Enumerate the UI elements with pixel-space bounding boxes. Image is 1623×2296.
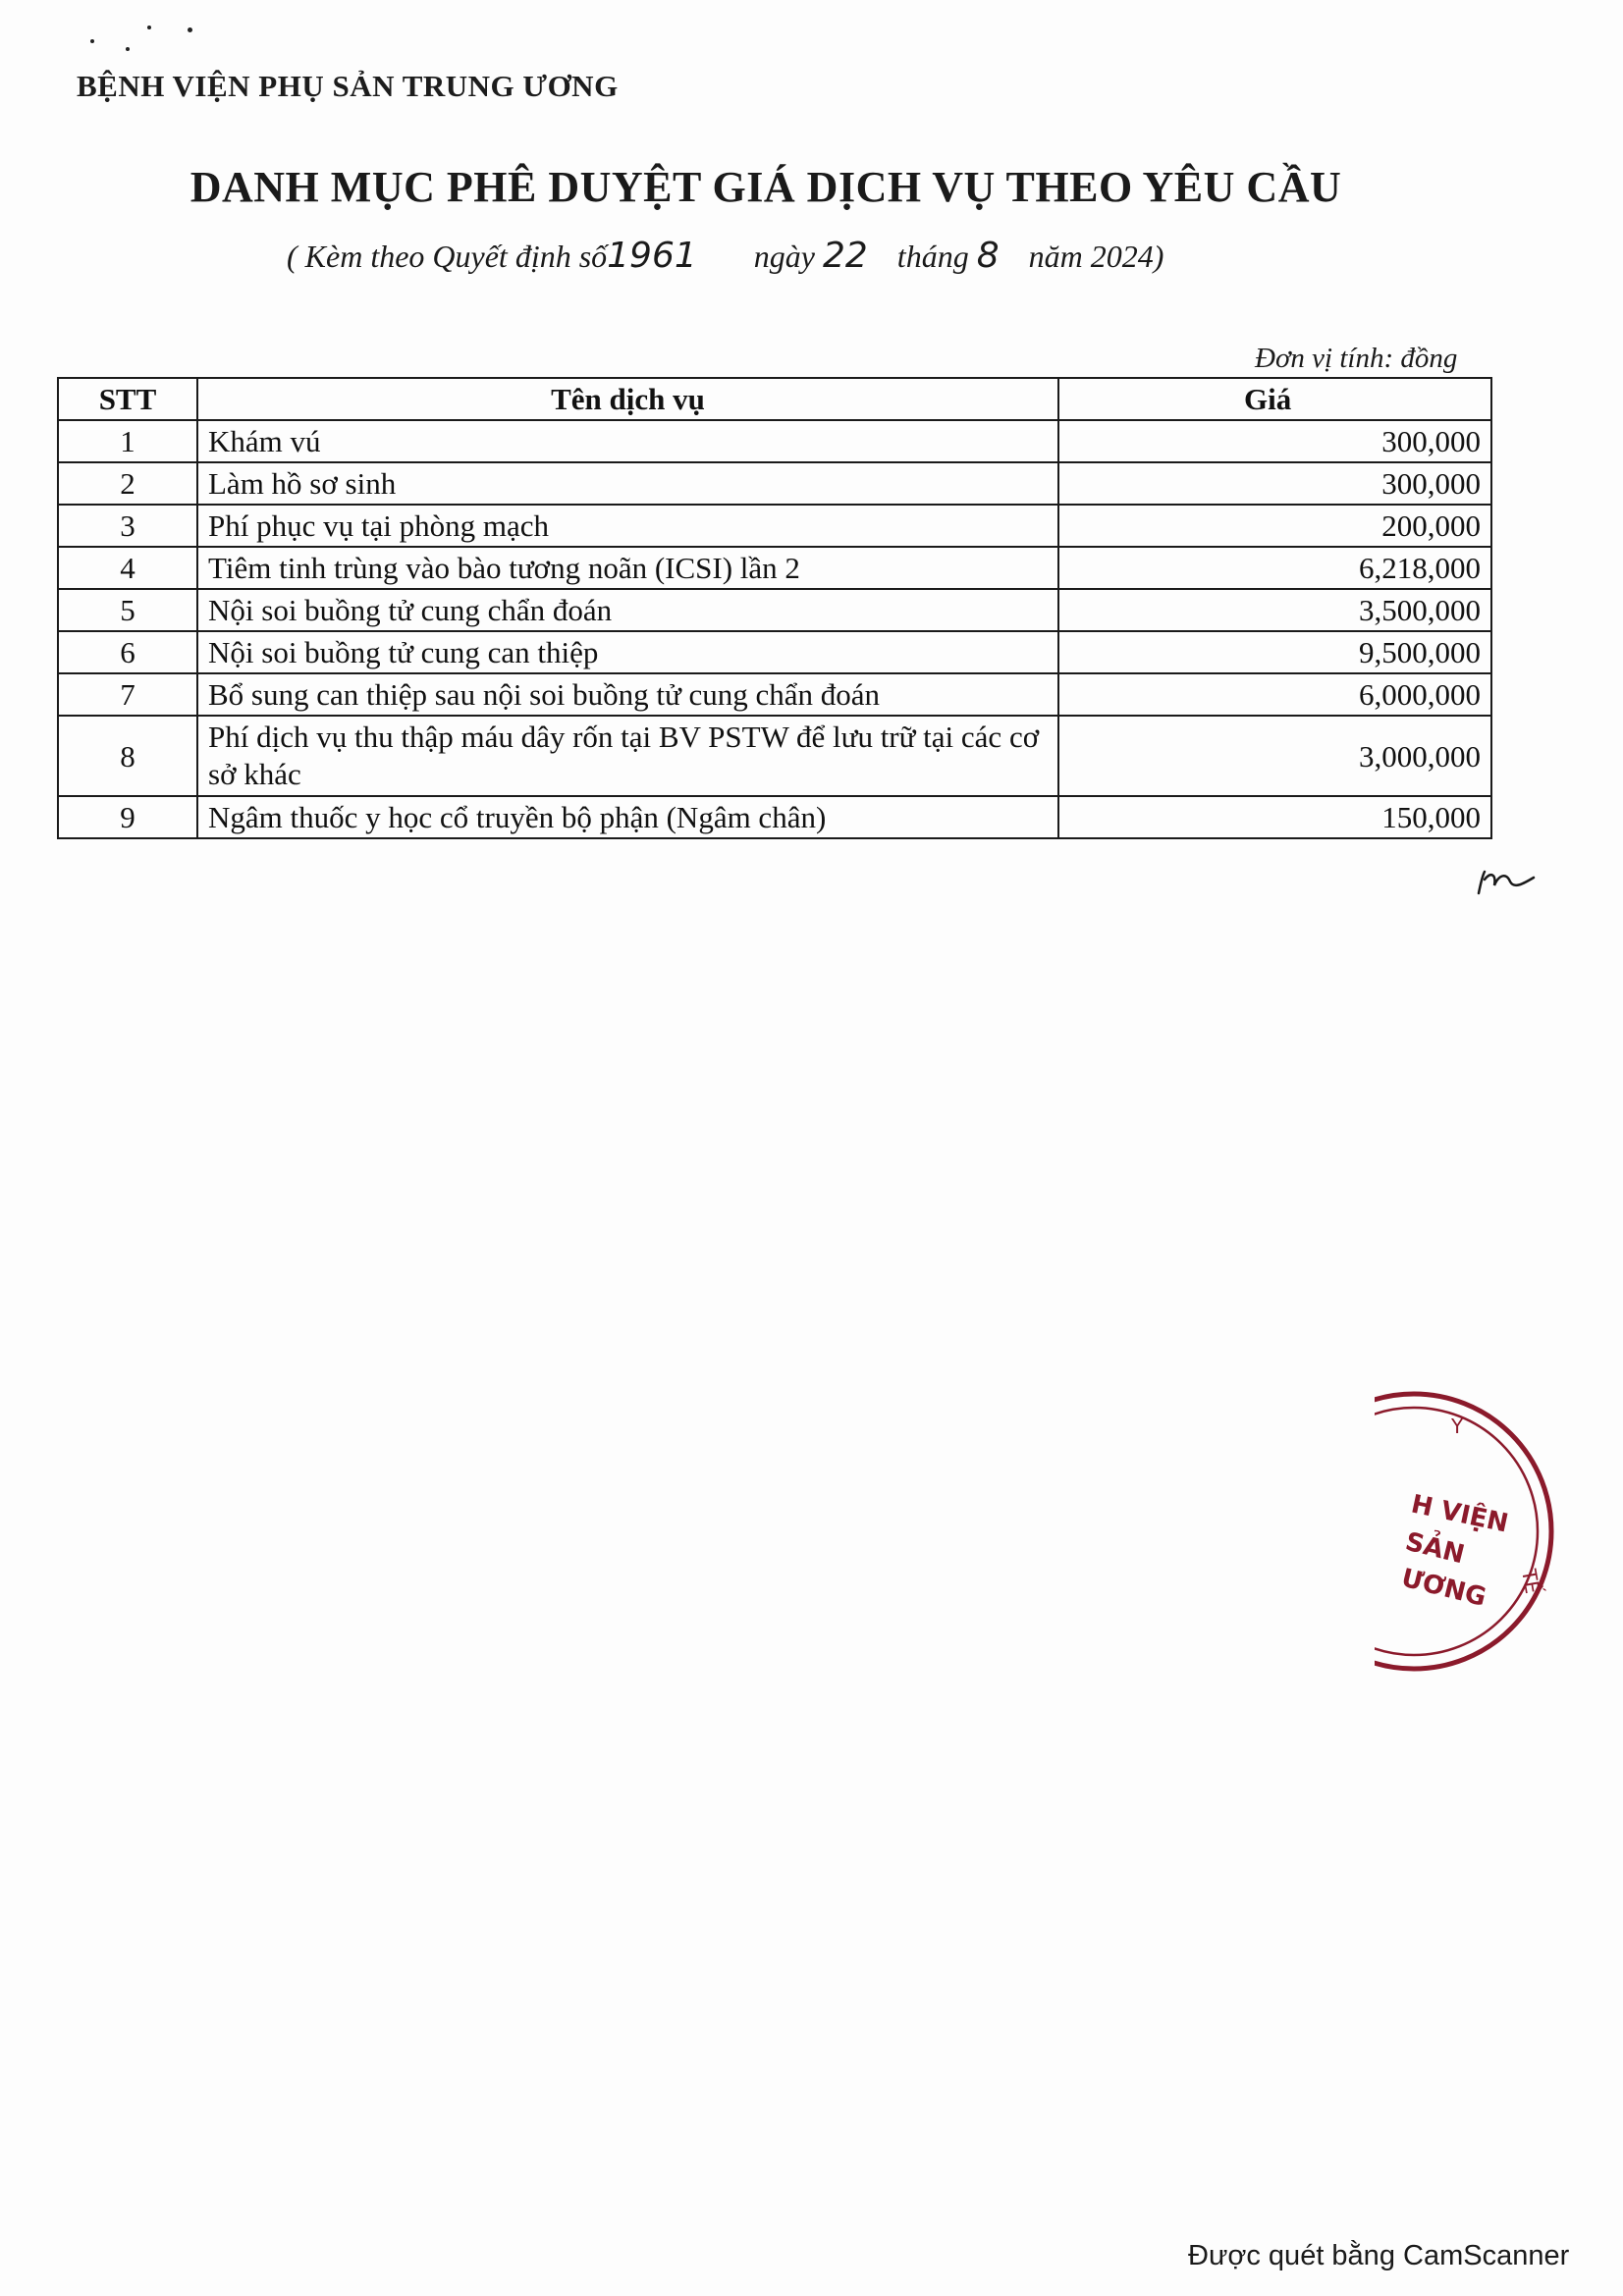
table-row	[58, 716, 1491, 796]
table-row	[58, 631, 1491, 673]
day-handwritten: 22	[822, 236, 868, 276]
scan-speck	[90, 39, 94, 43]
stamp-text: H VIỆN	[1408, 1489, 1511, 1539]
row-stt: 2	[58, 462, 197, 505]
day-label: ngày	[753, 239, 815, 274]
row-service-name: Phí dịch vụ thu thập máu dây rốn tại BV PSTW để lưu trữ tại các cơ sở khác	[197, 716, 1058, 796]
row-service-name: Nội soi buồng tử cung can thiệp	[197, 631, 1058, 673]
row-price: 6,218,000	[1058, 547, 1491, 589]
hospital-name: BỆNH VIỆN PHỤ SẢN TRUNG ƯƠNG	[77, 69, 619, 103]
subtitle-prefix: ( Kèm theo Quyết định số	[287, 239, 608, 274]
table-row	[58, 420, 1491, 462]
scan-speck	[188, 27, 192, 32]
row-price: 3,500,000	[1058, 589, 1491, 631]
row-stt: 9	[58, 796, 197, 838]
document-title: DANH MỤC PHÊ DUYỆT GIÁ DỊCH VỤ THEO YÊU CẦU	[189, 163, 1342, 211]
row-stt: 3	[58, 505, 197, 547]
row-price: 300,000	[1058, 462, 1491, 505]
stamp-text: TẾ	[1517, 1567, 1545, 1596]
scan-speck	[147, 26, 151, 29]
stamp-text: Y	[1451, 1415, 1464, 1438]
row-price: 6,000,000	[1058, 673, 1491, 716]
month-label: tháng	[896, 239, 969, 274]
camscanner-watermark: Được quét bằng CamScanner	[1188, 2240, 1570, 2271]
row-service-name: Nội soi buồng tử cung chẩn đoán	[197, 589, 1058, 631]
table-row	[58, 589, 1491, 631]
row-price: 9,500,000	[1058, 631, 1491, 673]
row-service-name: Tiêm tinh trùng vào bào tương noãn (ICSI) lần 2	[197, 547, 1058, 589]
row-stt: 6	[58, 631, 197, 673]
row-price: 300,000	[1058, 420, 1491, 462]
table-row	[58, 505, 1491, 547]
row-service-name: Khám vú	[197, 420, 1058, 462]
row-stt: 4	[58, 547, 197, 589]
table-row	[58, 796, 1491, 838]
row-price: 3,000,000	[1058, 716, 1491, 796]
row-stt: 8	[58, 716, 197, 796]
scan-speck	[126, 47, 130, 51]
table-row	[58, 547, 1491, 589]
row-price: 150,000	[1058, 796, 1491, 838]
month-handwritten: 8	[976, 236, 1000, 276]
row-stt: 5	[58, 589, 197, 631]
column-header-service-name: Tên dịch vụ	[197, 378, 1058, 420]
price-table	[57, 377, 1492, 839]
handwritten-initials	[1473, 864, 1542, 903]
table-header-row	[58, 378, 1491, 420]
row-stt: 7	[58, 673, 197, 716]
row-stt: 1	[58, 420, 197, 462]
row-service-name: Ngâm thuốc y học cổ truyền bộ phận (Ngâm chân)	[197, 796, 1058, 838]
column-header-price: Giá	[1058, 378, 1491, 420]
row-price: 200,000	[1058, 505, 1491, 547]
row-service-name: Làm hồ sơ sinh	[197, 462, 1058, 505]
table-row	[58, 673, 1491, 716]
decision-number-handwritten: 1961	[607, 236, 697, 276]
stamp-text: ƯƠNG	[1398, 1563, 1489, 1613]
official-seal-stamp	[1375, 1374, 1561, 1688]
table-row	[58, 462, 1491, 505]
stamp-text: SẢN	[1402, 1526, 1468, 1571]
row-service-name: Phí phục vụ tại phòng mạch	[197, 505, 1058, 547]
year-label: năm 2024)	[1028, 239, 1164, 274]
column-header-stt: STT	[58, 378, 197, 420]
document-subtitle	[287, 236, 1163, 276]
unit-note: Đơn vị tính: đồng	[1255, 343, 1458, 374]
row-service-name: Bổ sung can thiệp sau nội soi buồng tử cung chẩn đoán	[197, 673, 1058, 716]
